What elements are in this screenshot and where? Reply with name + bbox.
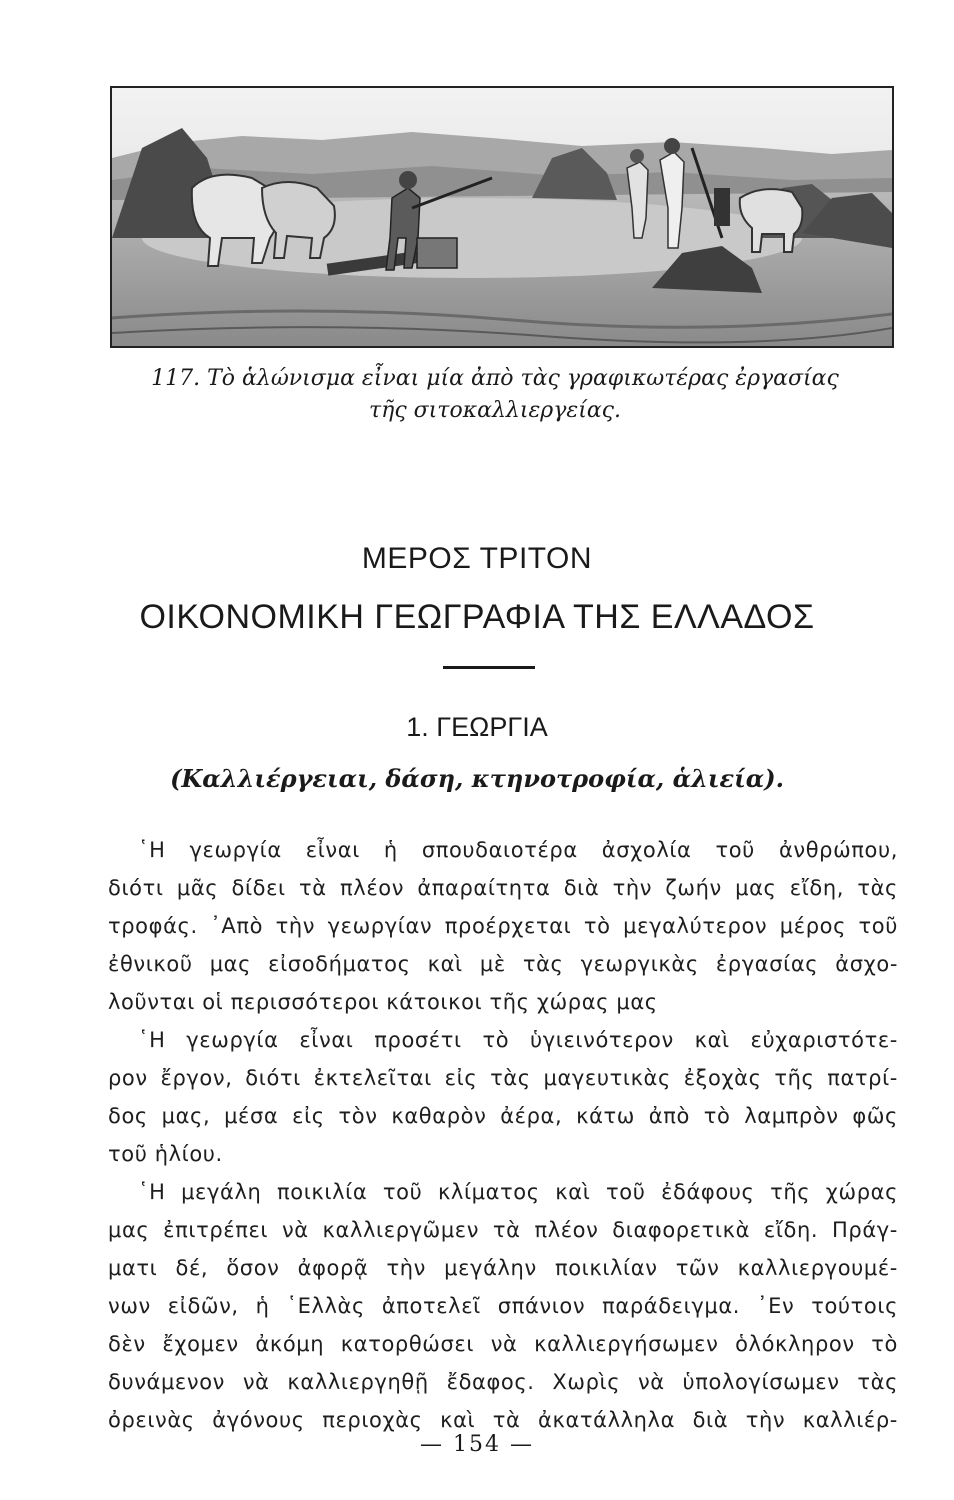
body-line: νων εἰδῶν, ἡ ῾Ελλὰς ἀποτελεῖ σπάνιον παράδειγμα. ᾿Εν τούτοις	[108, 1294, 898, 1318]
body-line: δὲν ἔχομεν ἀκόμη κατορθώσει νὰ καλλιεργήσωμεν ὁλόκληρον τὸ	[108, 1332, 898, 1356]
figure-caption-line-2: τῆς σιτοκαλλιεργείας.	[368, 398, 621, 423]
body-line: ῾Η μεγάλη ποικιλία τοῦ κλίματος καὶ τοῦ ἐδάφους τῆς χώρας	[138, 1180, 898, 1204]
chapter-title: ΟΙΚΟΝΟΜΙΚΗ ΓΕΩΓΡΑΦΙΑ ΤΗΣ ΕΛΛΑΔΟΣ	[139, 598, 815, 636]
body-line: ἐθνικοῦ μας εἰσοδήματος καὶ μὲ τὰς γεωργικὰς ἐργασίας ἀσχο-	[108, 952, 898, 976]
section-title: 1. ΓΕΩΡΓΙΑ	[406, 712, 548, 742]
page-number: — 154 —	[420, 1432, 534, 1457]
body-line: ῾Η γεωργία εἶναι ἡ σπουδαιοτέρα ἀσχολία τοῦ ἀνθρώπου,	[138, 838, 898, 862]
body-line: μας ἐπιτρέπει νὰ καλλιεργῶμεν τὰ πλέον διαφορετικὰ εἴδη. Πράγ-	[108, 1218, 898, 1242]
body-line: διότι μᾶς δίδει τὰ πλέον ἀπαραίτητα διὰ τὴν ζωήν μας εἴδη, τὰς	[108, 876, 898, 900]
part-title: ΜΕΡΟΣ ΤΡΙΤΟΝ	[361, 542, 593, 575]
body-line: ῾Η γεωργία εἶναι προσέτι τὸ ὑγιεινότερον καὶ εὐχαριστότε-	[138, 1028, 898, 1052]
body-line: ρον ἔργον, διότι ἐκτελεῖται εἰς τὰς μαγευτικὰς ἐξοχὰς τῆς πατρί-	[108, 1066, 898, 1090]
section-subtitle: (Καλλιέργειαι, δάση, κτηνοτροφία, ἁλιεία).	[170, 764, 784, 793]
threshing-photograph	[110, 86, 894, 348]
figure-caption-line-1: 117. Τὸ ἁλώνισμα εἶναι μία ἀπὸ τὰς γραφικωτέρας ἐργασίας	[151, 366, 839, 391]
body-line: δυνάμενον νὰ καλλιεργηθῇ ἔδαφος. Χωρὶς νὰ ὑπολογίσωμεν τὰς	[108, 1370, 898, 1394]
body-line: δος μας, μέσα εἰς τὸν καθαρὸν ἀέρα, κάτω ἀπὸ τὸ λαμπρὸν φῶς	[108, 1104, 898, 1128]
body-line: τροφάς. ᾿Απὸ τὴν γεωργίαν προέρχεται τὸ μεγαλύτερον μέρος τοῦ	[108, 914, 898, 938]
body-line: τοῦ ἡλίου.	[108, 1142, 223, 1166]
body-line: ματι δέ, ὅσον ἀφορᾷ τὴν μεγάλην ποικιλίαν τῶν καλλιεργουμέ-	[108, 1256, 898, 1280]
body-line: ὀρεινὰς ἀγόνους περιοχὰς καὶ τὰ ἀκατάλληλα διὰ τὴν καλλιέρ-	[108, 1408, 898, 1432]
title-divider	[443, 666, 535, 669]
body-line: λοῦνται οἱ περισσότεροι κάτοικοι τῆς χώρας μας	[108, 990, 658, 1014]
